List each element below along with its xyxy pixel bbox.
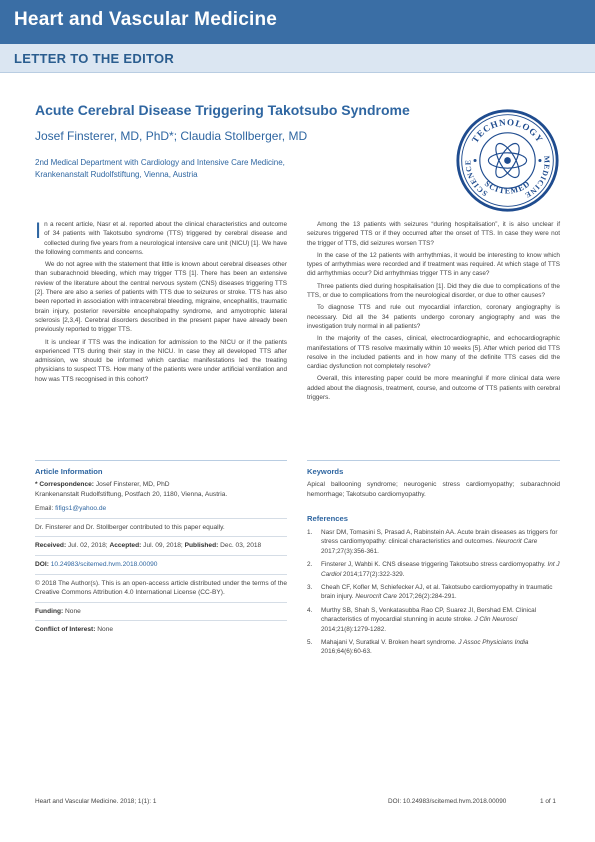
divider [35,574,287,575]
paragraph: It is unclear if TTS was the indication for admission to the NICU or if the patients experienced TTS during their stay in the NICU. In case they all developed TTS after admission, we should be informed which cardiac manifestations led the treating physicians to suspect TTS. How many of the patients were under artificial ventilation and how was TTS recognised in this cohort? [35,338,287,383]
reference-journal: Int J Cardiol [321,561,560,578]
reference-number: 1. [307,529,313,536]
paragraph: Three patients died during hospitalisation [1]. Did they die due to complications of the TTS, or due to complications from the neurological disorder, or due to other causes? [307,282,560,300]
doi-line: DOI: 10.24983/scitemed.hvm.2018.00090 [35,560,158,568]
divider [307,460,560,461]
copyright-note: © 2018 The Author(s). This is an open-access article distributed under the terms of the Creative Commons Attribution 4.0 International License (CC-BY). [35,579,288,597]
reference-number: 5. [307,639,313,647]
reference-number: 3. [307,584,313,592]
seal-right-text: MEDICINE [523,155,552,201]
seal-left-text: SCIENCE [463,159,490,199]
affiliation-line-1: 2nd Medical Department with Cardiology and Intensive Care Medicine, [35,158,285,167]
affiliation [35,157,335,181]
divider [35,602,287,603]
paragraph: To diagnose TTS and rule out myocardial infarction, coronary angiography is necessary. Did all the 34 patients undergo coronary angiography and was the investigation truly normal in all patients? [307,304,560,330]
footer-doi: DOI: 10.24983/scitemed.hvm.2018.00090 [388,798,507,805]
article-info-heading: Article Information [35,467,103,476]
reference-text: Murthy SB, Shah S, Venkatasubba Rao CP, Suarez JI, Bershad EM. Clinical characteristics of myocardial stunning in acute stroke. J Clin Neurosci 2014;21(8):1279-1282. [321,606,537,633]
footer-citation: Heart and Vascular Medicine. 2018; 1(1): 1 [35,798,157,805]
correspondence-email-line: Email: fifigs1@yahoo.de [35,505,107,513]
scitemed-seal-logo [455,108,560,213]
keywords-heading: Keywords [307,467,344,476]
paragraph: In the majority of the cases, clinical, electrocardiographic, and echocardiographic manifestations of TTS resolve maximally within 10 weeks [5]. After which period did TTS resolve in the included patients and in how many of the definite TTS cases did the cardiac dysfunction not completely resolve? [307,335,560,371]
drop-cap: I [35,218,42,243]
article-authors: Josef Finsterer, MD, PhD*; Claudia Stollberger, MD [35,129,308,143]
body-right-column [307,220,560,405]
reference-list [307,528,560,661]
reference-text: Nasr DM, Tomasini S, Prasad A, Rabinstein AA. Acute brain diseases as triggers for stress cardiomyopathy: clinical characteristics and outcomes. Neurocrit Care 2017;27(3):356-361. [321,529,558,555]
affiliation-line-2: Krankenanstalt Rudolfstiftung, Vienna, Austria [35,170,198,179]
paragraph: Overall, this interesting paper could be more meaningful if more clinical data were added about the diagnosis, treatment, course, and outcome of TTS patients with cerebral triggers. [307,375,560,402]
footer-page: 1 of 1 [540,798,556,805]
funding-line: Funding: None [35,607,81,615]
divider [35,620,287,621]
seal-top-text: TECHNOLOGY [469,116,546,145]
correspondence-line: * Correspondence: Josef Finsterer, MD, PhD [35,481,170,488]
section-bar [0,44,595,73]
paragraph: In the case of the 12 patients with arrhythmias, it would be interesting to know which types of arrhythmias were recorded and if treatment was required. At which stage of TTS did arrhythmias occur? Did arrhythmias trigger TTS in any case? [307,251,560,278]
reference-journal: J Assoc Physicians India [458,639,529,647]
seal-bottom-text: SCITEMED [482,178,533,196]
email-link[interactable]: fifigs1@yahoo.de [55,505,107,513]
paragraph: In a recent article, Nasr et al. reported about the clinical characteristics and outcome of 34 patients with Takotsubo syndrome (TTS) triggered by cerebral disease and collected during five years from a neurological intensive care unit (NICU) [1]. We have the following comments and concerns. [35,218,287,256]
doi-link[interactable]: 10.24983/scitemed.hvm.2018.00090 [50,560,158,568]
conflict-line: Conflict of Interest: None [35,626,114,634]
paragraph: Among the 13 patients with seizures “during hospitalisation”, it is also unclear if seizures triggered TTS or if they occurred after the onset of TTS. In case they were not the trigger of TTS, did seizures worsen TTS? [307,221,560,247]
reference-journal: Neurocrit Care [355,593,397,601]
reference-item [307,528,560,556]
reference-journal: Neurocrit Care [495,538,538,546]
divider [35,555,287,556]
references-heading: References [307,514,348,523]
section-label: LETTER TO THE EDITOR [14,51,175,66]
reference-text: Cheah CF, Kofler M, Schiefecker AJ, et al. Takotsubo cardiomyopathy in traumatic brain injury. Neurocrit Care 2017;26(2):284-291. [321,584,553,601]
article-title: Acute Cerebral Disease Triggering Takotsubo Syndrome [35,102,410,118]
reference-item [307,560,560,579]
contribution-note: Dr. Finsterer and Dr. Stollberger contributed to this paper equally. [35,523,225,531]
reference-journal: J Clin Neurosci [474,616,518,624]
correspondence-address: Krankenanstalt Rudolfstiftung, Postfach 20, 1180, Vienna, Austria. [35,490,228,498]
article-info [35,480,287,635]
journal-header [0,0,595,44]
reference-text: Mahajani V, Suratkal V. Broken heart syndrome. J Assoc Physicians India 2016;64(6):60-63. [321,639,529,656]
reference-text: Finsterer J, Wahbi K. CNS disease triggering Takotsubo stress cardiomyopathy. Int J Cardiol 2014;177(2):322-329. [321,561,560,578]
paragraph: We do not agree with the statement that little is known about cerebral diseases other than subarachnoid bleeding, which may trigger TTS [1]. There has been an extensive review of the literature about the central nervous system (CNS) diseases triggering TTS [2]. There are also a series of patients with TTS due to seizures or stroke. TTS has also been reported in association with intracerebral bleeding, migraine, encephalitis, traumatic brain injury, posterior reversible encephalopathy syndrome, and amyotrophic lateral sclerosis [2,3,4]. Cerebral disorders described in the present paper have already been previously reported to trigger TTS. [35,261,287,334]
divider [35,460,287,461]
body-left-column [35,220,287,387]
reference-item [307,583,560,602]
reference-item [307,638,560,657]
divider [35,518,287,519]
keywords-text: Apical ballooning syndrome; neurogenic stress cardiomyopathy; subarachnoid hemorrhage; Takotsubo cardiomyopathy. [307,481,560,498]
journal-name: Heart and Vascular Medicine [14,9,278,30]
divider [35,536,287,537]
dates-line: Received: Jul. 02, 2018; Accepted: Jul. 09, 2018; Published: Dec. 03, 2018 [35,542,262,550]
reference-item [307,606,560,634]
reference-number: 4. [307,606,313,614]
reference-number: 2. [307,561,313,569]
